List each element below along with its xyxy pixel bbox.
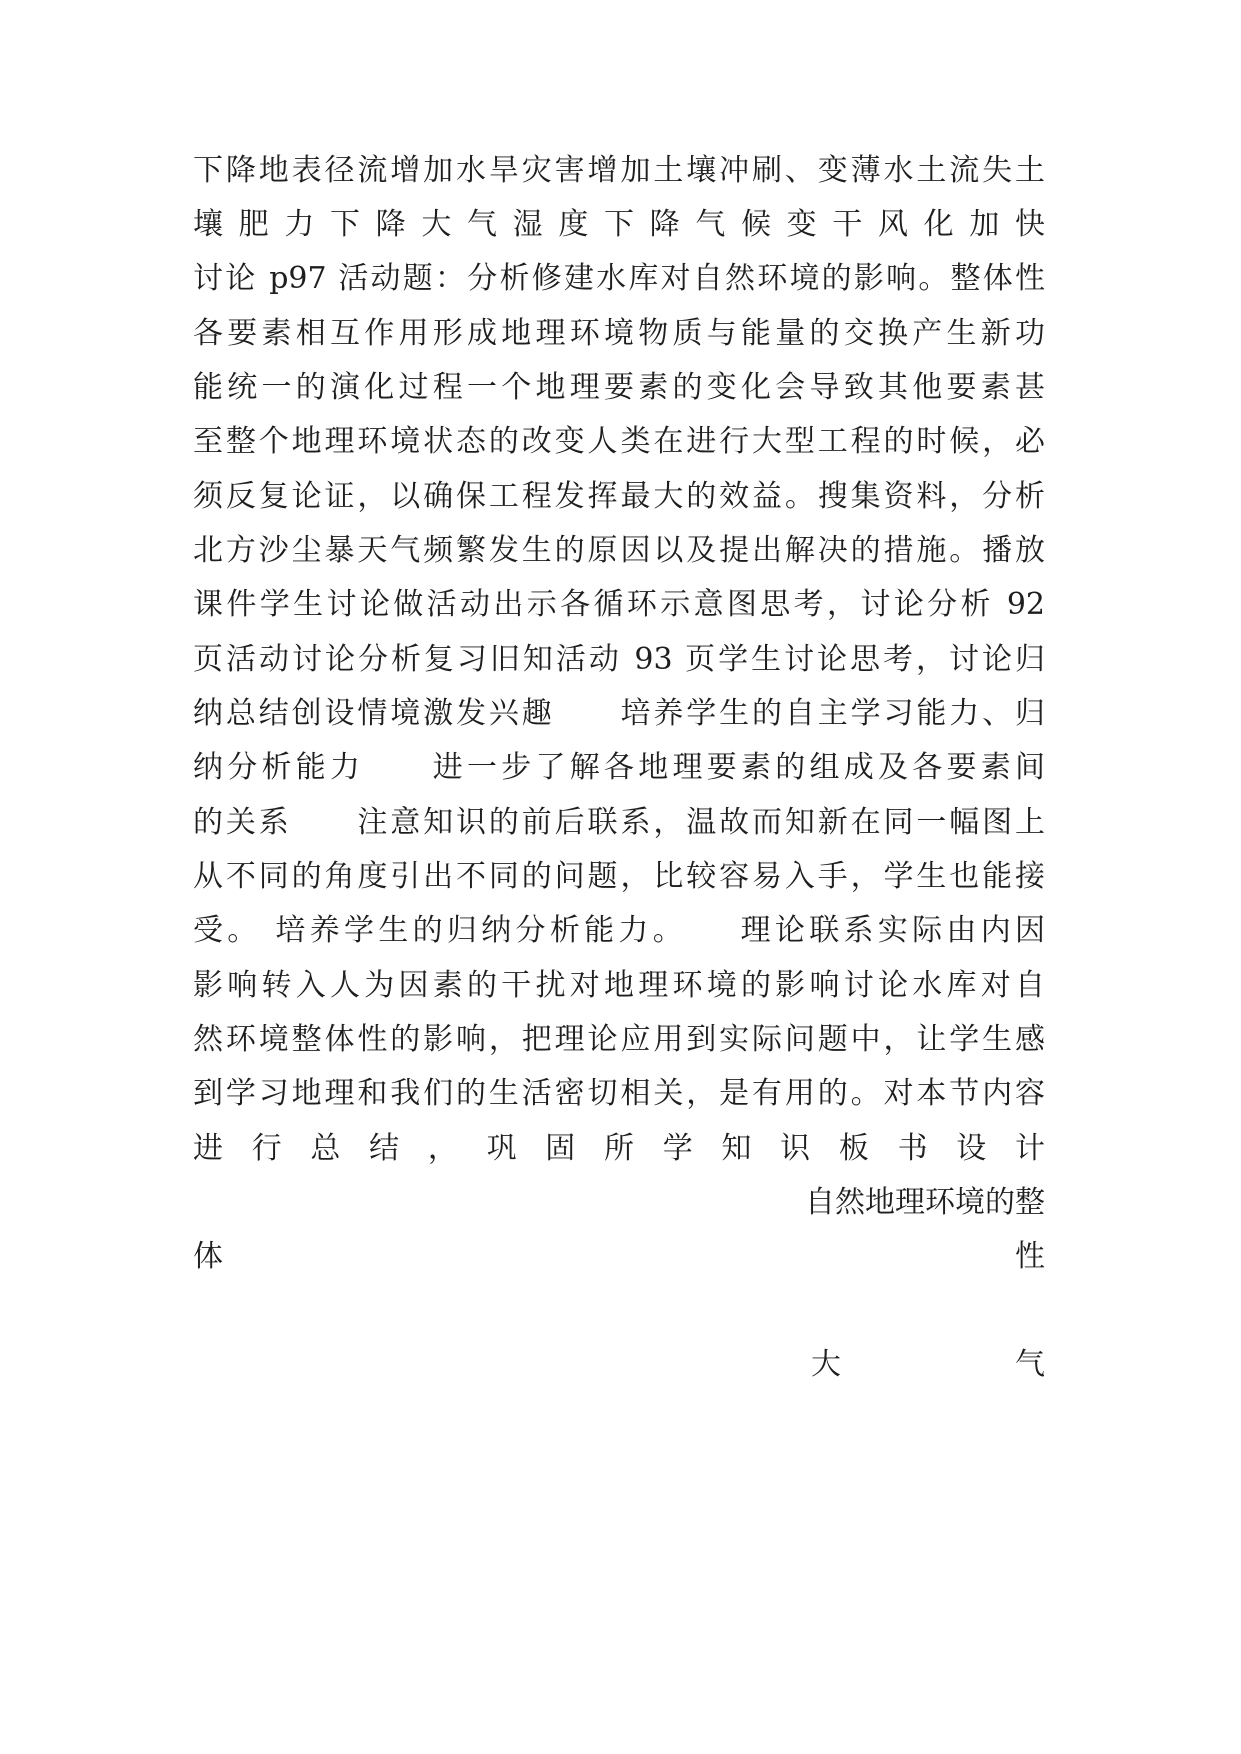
board-design-right-char: 性 <box>1015 1239 1045 1274</box>
text-line-13: 的关系 注意知识的前后联系，温故而知新在同一幅图上 <box>193 805 1045 840</box>
text-line-19: 进行总结，巩固所学知识板书设计 <box>193 1131 1045 1166</box>
text-line-8: 北方沙尘暴天气频繁发生的原因以及提出解决的措施。播放 <box>193 533 1045 568</box>
text-line-4: 各要素相互作用形成地理环境物质与能量的交换产生新功 <box>193 316 1045 351</box>
text-line-15: 受。 培养学生的归纳分析能力。 理论联系实际由内因 <box>193 913 1045 948</box>
text-line-7: 须反复论证，以确保工程发挥最大的效益。搜集资料，分析 <box>193 479 1045 514</box>
text-line-14: 从不同的角度引出不同的问题，比较容易入手，学生也能接 <box>193 859 1045 894</box>
text-line-9: 课件学生讨论做活动出示各循环示意图思考，讨论分析 92 <box>193 587 1045 622</box>
text-line-11: 纳总结创设情境激发兴趣 培养学生的自主学习能力、归 <box>193 696 1045 731</box>
text-line-5: 能统一的演化过程一个地理要素的变化会导致其他要素甚 <box>193 370 1045 405</box>
text-line-6: 至整个地理环境状态的改变人类在进行大型工程的时候，必 <box>193 424 1045 459</box>
text-line-16: 影响转入人为因素的干扰对地理环境的影响讨论水库对自 <box>193 968 1045 1003</box>
board-design-left-char: 体 <box>193 1239 223 1274</box>
text-line-3: 讨论 p97 活动题：分析修建水库对自然环境的影响。整体性 <box>193 261 1045 296</box>
atmosphere-right-char: 气 <box>1015 1347 1045 1382</box>
text-line-17: 然环境整体性的影响，把理论应用到实际问题中，让学生感 <box>193 1022 1045 1057</box>
board-design-line <box>193 1237 1045 1277</box>
atmosphere-left-char: 大 <box>811 1347 841 1382</box>
text-line-1: 下降地表径流增加水旱灾害增加土壤冲刷、变薄水土流失土 <box>193 153 1045 188</box>
text-line-18: 到学习地理和我们的生活密切相关，是有用的。对本节内容 <box>193 1076 1045 1111</box>
text-line-12: 纳分析能力 进一步了解各地理要素的组成及各要素间 <box>193 750 1045 785</box>
atmosphere-line <box>811 1345 1045 1385</box>
board-design-heading: 自然地理环境的整 <box>805 1185 1045 1220</box>
text-line-2: 壤肥力下降大气湿度下降气候变干风化加快 <box>193 207 1045 242</box>
text-line-10: 页活动讨论分析复习旧知活动 93 页学生讨论思考，讨论归 <box>193 642 1045 677</box>
